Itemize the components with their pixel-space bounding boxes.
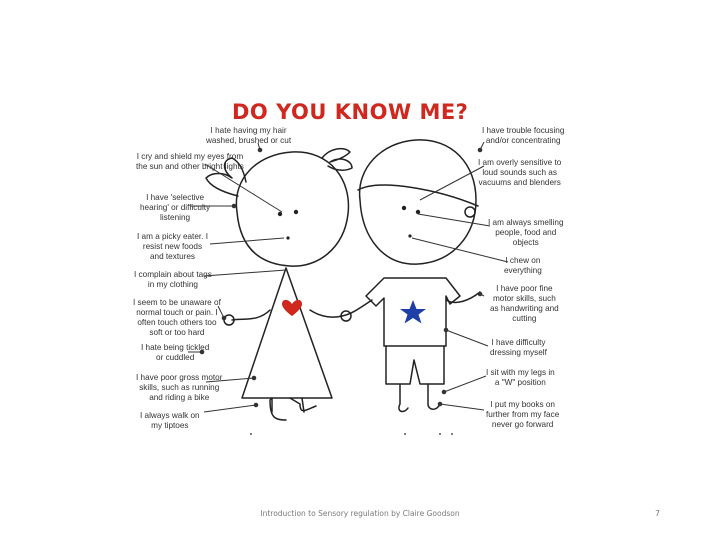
label-touch-pain: I seem to be unaware of normal touch or pain. I often touch others too soft or too hard — [133, 298, 221, 337]
girl-head — [236, 152, 348, 266]
label-loud-sounds: I am overly sensitive to loud sounds such as vacuums and blenders — [478, 158, 562, 187]
label-bright-lights: I cry and shield my eyes from the sun and other bright lights — [136, 152, 244, 171]
label-gross-motor: I have poor gross motor skills, such as running and riding a bike — [136, 373, 223, 402]
label-tickled-cuddled: I hate being tickled or cuddled — [141, 343, 210, 362]
page-number: 7 — [655, 509, 661, 518]
girl-pigtail-right — [322, 149, 352, 171]
label-selective-hearing: I have 'selective hearing' or difficulty listening — [140, 193, 211, 222]
label-tiptoes: I always walk on my tiptoes — [140, 411, 200, 430]
label-chewing: I chew on everything — [504, 256, 542, 275]
girl-arm-left — [232, 310, 270, 320]
girl-arm-right — [310, 310, 342, 317]
label-books-face: I put my books on further from my face never go forward — [486, 400, 560, 429]
label-picky-eater: I am a picky eater. I resist new foods and textures — [137, 232, 208, 261]
label-w-sitting: I sit with my legs in a "W" position — [486, 368, 555, 387]
label-clothing-tags: I complain about tags in my clothing — [134, 270, 212, 289]
label-smelling: I am always smelling people, food and objects — [488, 218, 564, 247]
slide-title: DO YOU KNOW ME? — [232, 100, 469, 124]
boy-head — [360, 140, 476, 264]
label-fine-motor: I have poor fine motor skills, such as handwriting and cutting — [490, 284, 559, 323]
slide-footer: Introduction to Sensory regulation by Claire Goodson — [260, 509, 460, 518]
label-hair-washing: I hate having my hair washed, brushed or cut — [206, 126, 292, 145]
label-dressing: I have difficulty dressing myself — [490, 338, 547, 357]
heart-icon — [282, 300, 302, 316]
star-icon — [400, 300, 426, 324]
label-focusing: I have trouble focusing and/or concentrating — [482, 126, 565, 145]
boy-shorts — [386, 346, 444, 384]
